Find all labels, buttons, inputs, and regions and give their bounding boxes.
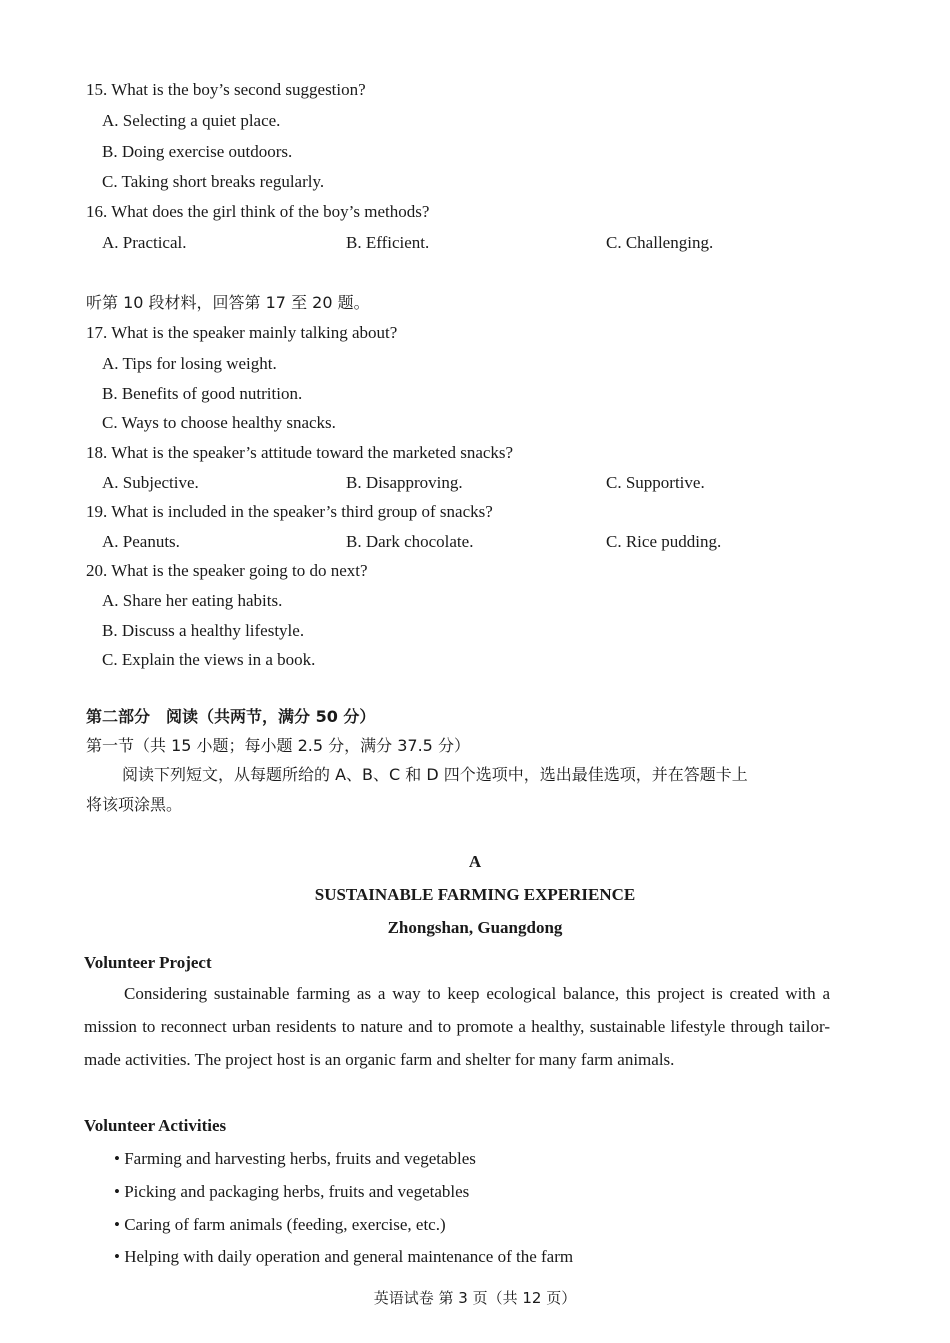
- q17-option-a: A. Tips for losing weight.: [102, 354, 277, 373]
- question-18: 18. What is the speaker’s attitude toward the marketed snacks?: [86, 443, 514, 462]
- q18-option-a: A. Subjective.: [102, 473, 199, 492]
- q20-option-b: B. Discuss a healthy lifestyle.: [102, 621, 305, 640]
- q17-option-b: B. Benefits of good nutrition.: [102, 384, 303, 403]
- passage-letter: A: [468, 852, 482, 871]
- page-footer: 英语试卷 第 3 页（共 12 页）: [373, 1289, 577, 1307]
- question-19: 19. What is included in the speaker’s third group of snacks?: [86, 502, 493, 521]
- activity-item: • Picking and packaging herbs, fruits and vegetables: [114, 1182, 470, 1201]
- reading-section-title: 第一节（共 15 小题；每小题 2.5 分，满分 37.5 分）: [86, 736, 470, 755]
- q19-option-b: B. Dark chocolate.: [346, 532, 474, 551]
- question-20: 20. What is the speaker going to do next?: [86, 561, 368, 580]
- activities-heading: Volunteer Activities: [84, 1116, 227, 1135]
- q15-option-c: C. Taking short breaks regularly.: [102, 172, 325, 191]
- q17-option-c: C. Ways to choose healthy snacks.: [102, 413, 336, 432]
- q18-option-c: C. Supportive.: [606, 473, 705, 492]
- q15-option-b: B. Doing exercise outdoors.: [102, 142, 293, 161]
- q15-option-a: A. Selecting a quiet place.: [102, 111, 281, 130]
- passage-title: SUSTAINABLE FARMING EXPERIENCE: [314, 885, 636, 904]
- question-15: 15. What is the boy’s second suggestion?: [86, 80, 366, 99]
- q19-option-a: A. Peanuts.: [102, 532, 180, 551]
- reading-instruction-line-1: 阅读下列短文，从每题所给的 A、B、C 和 D 四个选项中，选出最佳选项，并在答题卡上: [122, 765, 748, 784]
- reading-part-title: 第二部分 阅读（共两节，满分 50 分）: [86, 707, 376, 726]
- section-10-instruction: 听第 10 段材料，回答第 17 至 20 题。: [86, 293, 370, 312]
- q16-option-c: C. Challenging.: [606, 233, 714, 252]
- q20-option-c: C. Explain the views in a book.: [102, 650, 316, 669]
- activity-item: • Caring of farm animals (feeding, exercise, etc.): [114, 1215, 446, 1234]
- q19-option-c: C. Rice pudding.: [606, 532, 722, 551]
- question-16: 16. What does the girl think of the boy’s methods?: [86, 202, 430, 221]
- q18-option-b: B. Disapproving.: [346, 473, 463, 492]
- activity-item: • Farming and harvesting herbs, fruits and vegetables: [114, 1149, 476, 1168]
- project-paragraph: Considering sustainable farming as a way to keep ecological balance, this project is created with a mission to reconnect urban residents to nature and to promote a healthy, sustainable lifestyle through tailor-made activities. The project host is an organic farm and shelter for many farm animals.: [84, 984, 830, 1069]
- q16-option-a: A. Practical.: [102, 233, 187, 252]
- passage-location: Zhongshan, Guangdong: [387, 918, 563, 937]
- activity-item: • Helping with daily operation and general maintenance of the farm: [114, 1247, 574, 1266]
- reading-instruction-line-2: 将该项涂黑。: [86, 795, 183, 814]
- q16-option-b: B. Efficient.: [346, 233, 430, 252]
- q20-option-a: A. Share her eating habits.: [102, 591, 283, 610]
- project-heading: Volunteer Project: [84, 953, 212, 972]
- question-17: 17. What is the speaker mainly talking about?: [86, 323, 398, 342]
